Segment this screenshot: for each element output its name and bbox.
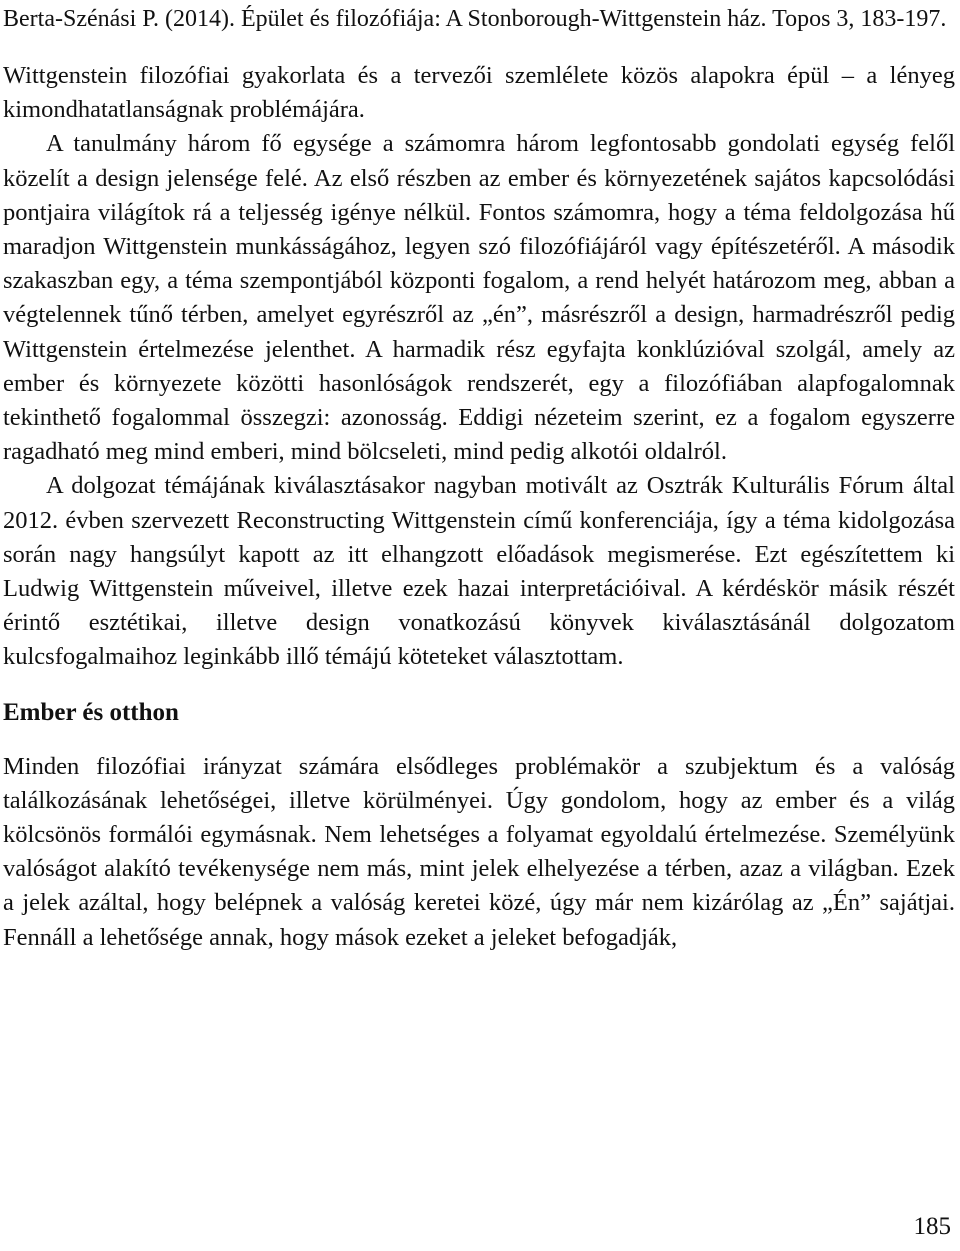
- page-number: 185: [913, 1213, 951, 1240]
- document-page: [3, 0, 955, 1251]
- sources-paragraph: A dolgozat témájának kiválasztásakor nagyban motivált az Osztrák Kulturális Fórum által 2012. évben szervezett Reconstructing Wittgenstein című konferenciája, így a téma kidolgozása során nagy hangsúlyt kapott az itt elhangzott előadások megismerése. Ezt egészítettem ki Ludwig Wittgenstein műveivel, illetve ezek hazai interpretációival. A kérdéskör másik részét érintő esztétikai, illetve design vonatkozású könyvek kiválasztásánál dolgozatom kulcsfogalmaihoz leginkább illő témájú köteteket választottam.: [3, 472, 955, 671]
- section-paragraph: Minden filozófiai irányzat számára elsődleges problémakör a szubjektum és a valóság találkozásának lehetőségei, illetve körülményei. Úgy gondolom, hogy az ember és a világ kölcsönös formálói egymásnak. Nem lehetséges a folyamat egyoldalú értelmezése. Személyünk valóságot alakító tevékenysége nem más, mint jelek elhelyezése a térben, azaz a világban. Ezek a jelek azáltal, hogy belépnek a valóság keretei közé, úgy már nem kizárólag az „Én” sajátjai. Fennáll a lehetősége annak, hogy mások ezeket a jeleket befogadják,: [3, 752, 955, 951]
- section-heading: Ember és otthon: [3, 698, 179, 726]
- intro-paragraph: Wittgenstein filozófiai gyakorlata és a tervezői szemlélete közös alapokra épül – a lényeg kimondhatatlanságnak problémájára.: [3, 62, 955, 124]
- structure-paragraph: A tanulmány három fő egysége a számomra három legfontosabb gondolati egység felől közelít a design jelensége felé. Az első részben az ember és környezetének sajátos kapcsolódási pontjaira világítok rá a teljesség igénye nélkül. Fontos számomra, hogy a téma feldolgozása hű maradjon Wittgenstein munkásságához, legyen szó filozófiájáról vagy építészetéről. A második szakaszban egy, a téma szempontjából központi fogalom, a rend helyét határozom meg, abban a végtelennek tűnő térben, amelyet egyrészről az „én”, másrészről a design, harmadrészről pedig Wittgenstein értelmezése jelenthet. A harmadik rész egyfajta konklúzióval szolgál, amely az ember és környezete közötti hasonlóságok rendszerét, egy a filozófiában alapfogalomnak tekinthető fogalommal összegzi: azonosság. Eddigi nézeteim szerint, ez a fogalom egyszerre ragadható meg mind emberi, mind bölcseleti, mind pedig alkotói oldalról.: [3, 130, 955, 466]
- citation-header: Berta-Szénási P. (2014). Épület és filozófiája: A Stonborough-Wittgenstein ház. Topos 3, 183-197.: [3, 6, 947, 32]
